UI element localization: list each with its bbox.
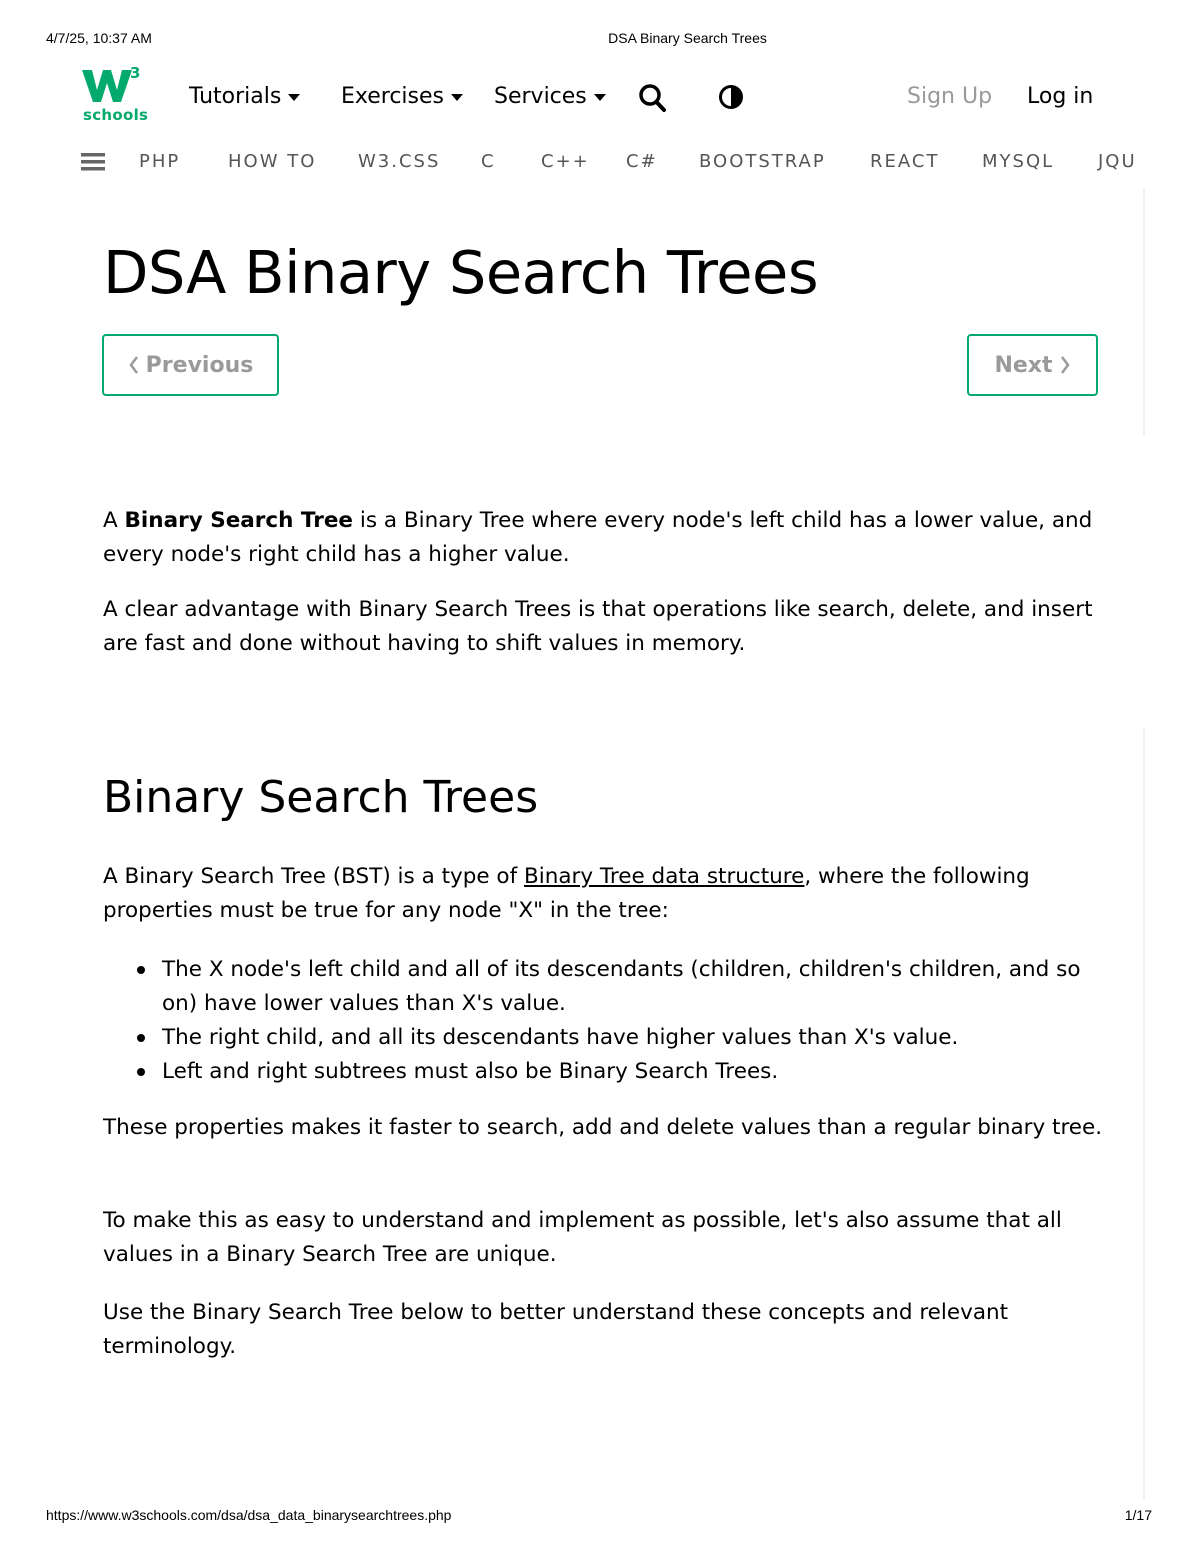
page-title: DSA Binary Search Trees <box>103 238 819 307</box>
intro-bold-term: Binary Search Tree <box>124 508 354 533</box>
logo-superscript: 3 <box>130 64 141 82</box>
list-item: The X node's left child and all of its descendants (children, children's children, and so on) have lower values than X's value. <box>103 953 1103 1021</box>
services-label: Services <box>494 84 587 109</box>
right-divider <box>1143 728 1145 1500</box>
subnav-item-w3css[interactable]: W3.CSS <box>358 151 441 172</box>
list-item: The right child, and all its descendants have higher values than X's value. <box>103 1021 1103 1055</box>
services-menu[interactable] <box>494 84 606 109</box>
contrast-icon <box>718 84 744 110</box>
next-label: Next <box>994 352 1053 378</box>
right-divider <box>1143 188 1145 436</box>
exercises-menu[interactable] <box>341 84 463 109</box>
subnav-item-react[interactable]: REACT <box>870 151 940 172</box>
menu-button[interactable] <box>81 151 105 177</box>
chevron-left-icon <box>128 355 140 375</box>
section-title: Binary Search Trees <box>103 772 539 823</box>
chevron-right-icon <box>1059 355 1071 375</box>
subnav-item-php[interactable]: PHP <box>139 151 181 172</box>
previous-label: Previous <box>145 352 254 378</box>
print-page-title: DSA Binary Search Trees <box>608 30 767 46</box>
list-item: Left and right subtrees must also be Binary Search Trees. <box>103 1055 1103 1089</box>
faster-paragraph: These properties makes it faster to search, add and delete values than a regular binary tree. <box>103 1115 1103 1140</box>
login-link[interactable]: Log in <box>1027 84 1094 109</box>
intro-prefix: A <box>103 508 125 533</box>
intro-paragraph <box>103 504 1103 572</box>
w3schools-logo[interactable] <box>82 64 149 124</box>
subnav-item-cpp[interactable]: C++ <box>541 151 590 172</box>
caret-down-icon <box>594 94 606 101</box>
binary-tree-link[interactable]: Binary Tree data structure <box>524 864 805 889</box>
hamburger-menu-icon <box>81 151 105 173</box>
search-icon <box>638 82 668 114</box>
search-button[interactable] <box>638 82 668 118</box>
exercises-label: Exercises <box>341 84 445 109</box>
properties-list <box>103 953 1103 1089</box>
subnav-item-howto[interactable]: HOW TO <box>228 151 317 172</box>
subnav-item-c[interactable]: C <box>481 151 496 172</box>
advantage-paragraph: A clear advantage with Binary Search Trees is that operations like search, delete, and insert are fast and done without having to shift values in memory. <box>103 597 1093 656</box>
print-page-number: 1/17 <box>1124 1507 1152 1523</box>
definition-suffix: , where the following properties must be true for any node "X" in the tree: <box>103 864 1030 923</box>
intro-rest: is a Binary Tree where every node's left child has a lower value, and every node's right child has a higher value. <box>103 508 1093 567</box>
caret-down-icon <box>451 94 463 101</box>
subnav-item-bootstrap[interactable]: BOOTSTRAP <box>699 151 826 172</box>
caret-down-icon <box>288 94 300 101</box>
subnav-item-jquery[interactable]: JQU <box>1098 151 1137 172</box>
print-date: 4/7/25, 10:37 AM <box>46 30 152 46</box>
unique-paragraph: To make this as easy to understand and implement as possible, let's also assume that all values in a Binary Search Tree are unique. <box>103 1208 1062 1267</box>
previous-button[interactable] <box>102 334 279 396</box>
definition-paragraph <box>103 860 1103 928</box>
subnav-item-mysql[interactable]: MYSQL <box>982 151 1055 172</box>
usage-paragraph: Use the Binary Search Tree below to better understand these concepts and relevant terminology. <box>103 1300 1009 1359</box>
subnav-item-csharp[interactable]: C# <box>626 151 658 172</box>
theme-toggle-button[interactable] <box>718 84 744 114</box>
tutorials-label: Tutorials <box>189 84 282 109</box>
definition-prefix: A Binary Search Tree (BST) is a type of <box>103 864 524 889</box>
next-button[interactable] <box>967 334 1098 396</box>
print-url: https://www.w3schools.com/dsa/dsa_data_binarysearchtrees.php <box>46 1507 452 1523</box>
tutorials-menu[interactable] <box>189 84 300 109</box>
signup-link[interactable]: Sign Up <box>907 84 993 109</box>
w-logo-icon <box>82 68 132 104</box>
logo-text: schools <box>83 106 149 124</box>
